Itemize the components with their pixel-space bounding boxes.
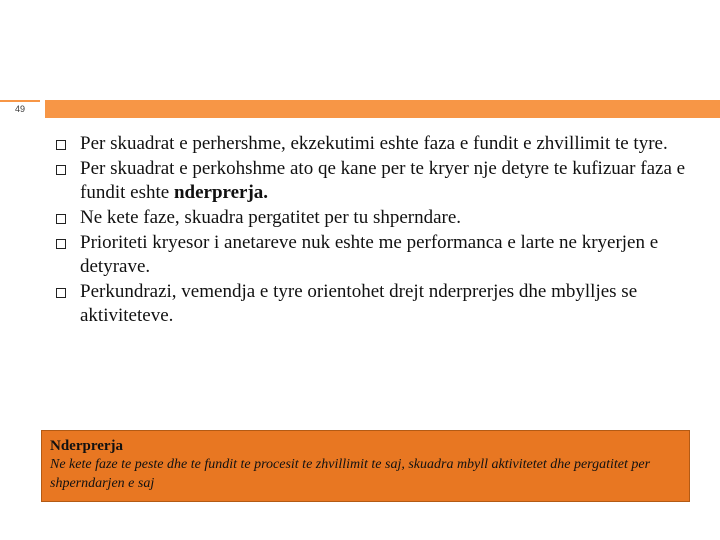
bullet-item — [50, 206, 700, 230]
bullet-list — [50, 132, 700, 328]
square-bullet-icon — [56, 165, 66, 175]
definition-text: Ne kete faze te peste dhe te fundit te procesit te zhvillimit te saj, skuadra mbyll aktivitetet dhe pergatitet per shperndarjen e saj — [50, 457, 651, 491]
header-accent-bar — [45, 100, 720, 118]
definition-title: Nderprerja — [50, 438, 124, 454]
bullet-item — [50, 231, 700, 279]
square-bullet-icon — [56, 288, 66, 298]
square-bullet-icon — [56, 239, 66, 249]
bullet-item — [50, 157, 700, 205]
bullet-text: Prioriteti kryesor i anetareve nuk eshte me performanca e larte ne kryerjen e detyrave. — [80, 232, 659, 277]
slide-content — [50, 132, 700, 329]
bullet-bold-term: nderprerja. — [173, 182, 269, 203]
slide-number: 49 — [14, 104, 25, 114]
bullet-text: Per skuadrat e perhershme, ekzekutimi eshte faza e fundit e zhvillimit te tyre. — [80, 133, 668, 154]
square-bullet-icon — [56, 214, 66, 224]
bullet-text: Ne kete faze, skuadra pergatitet per tu shperndare. — [80, 207, 462, 228]
slide-number-block — [0, 100, 40, 118]
bullet-text: Per skuadrat e perkohshme ato qe kane per te kryer nje detyre te kufizuar faza e fundit eshte — [80, 158, 686, 203]
square-bullet-icon — [56, 140, 66, 150]
bullet-item — [50, 280, 700, 328]
bullet-text: Perkundrazi, vemendja e tyre orientohet drejt nderprerjes dhe mbylljes se aktiviteteve. — [80, 281, 638, 326]
definition-box — [41, 430, 690, 502]
bullet-item — [50, 132, 700, 156]
